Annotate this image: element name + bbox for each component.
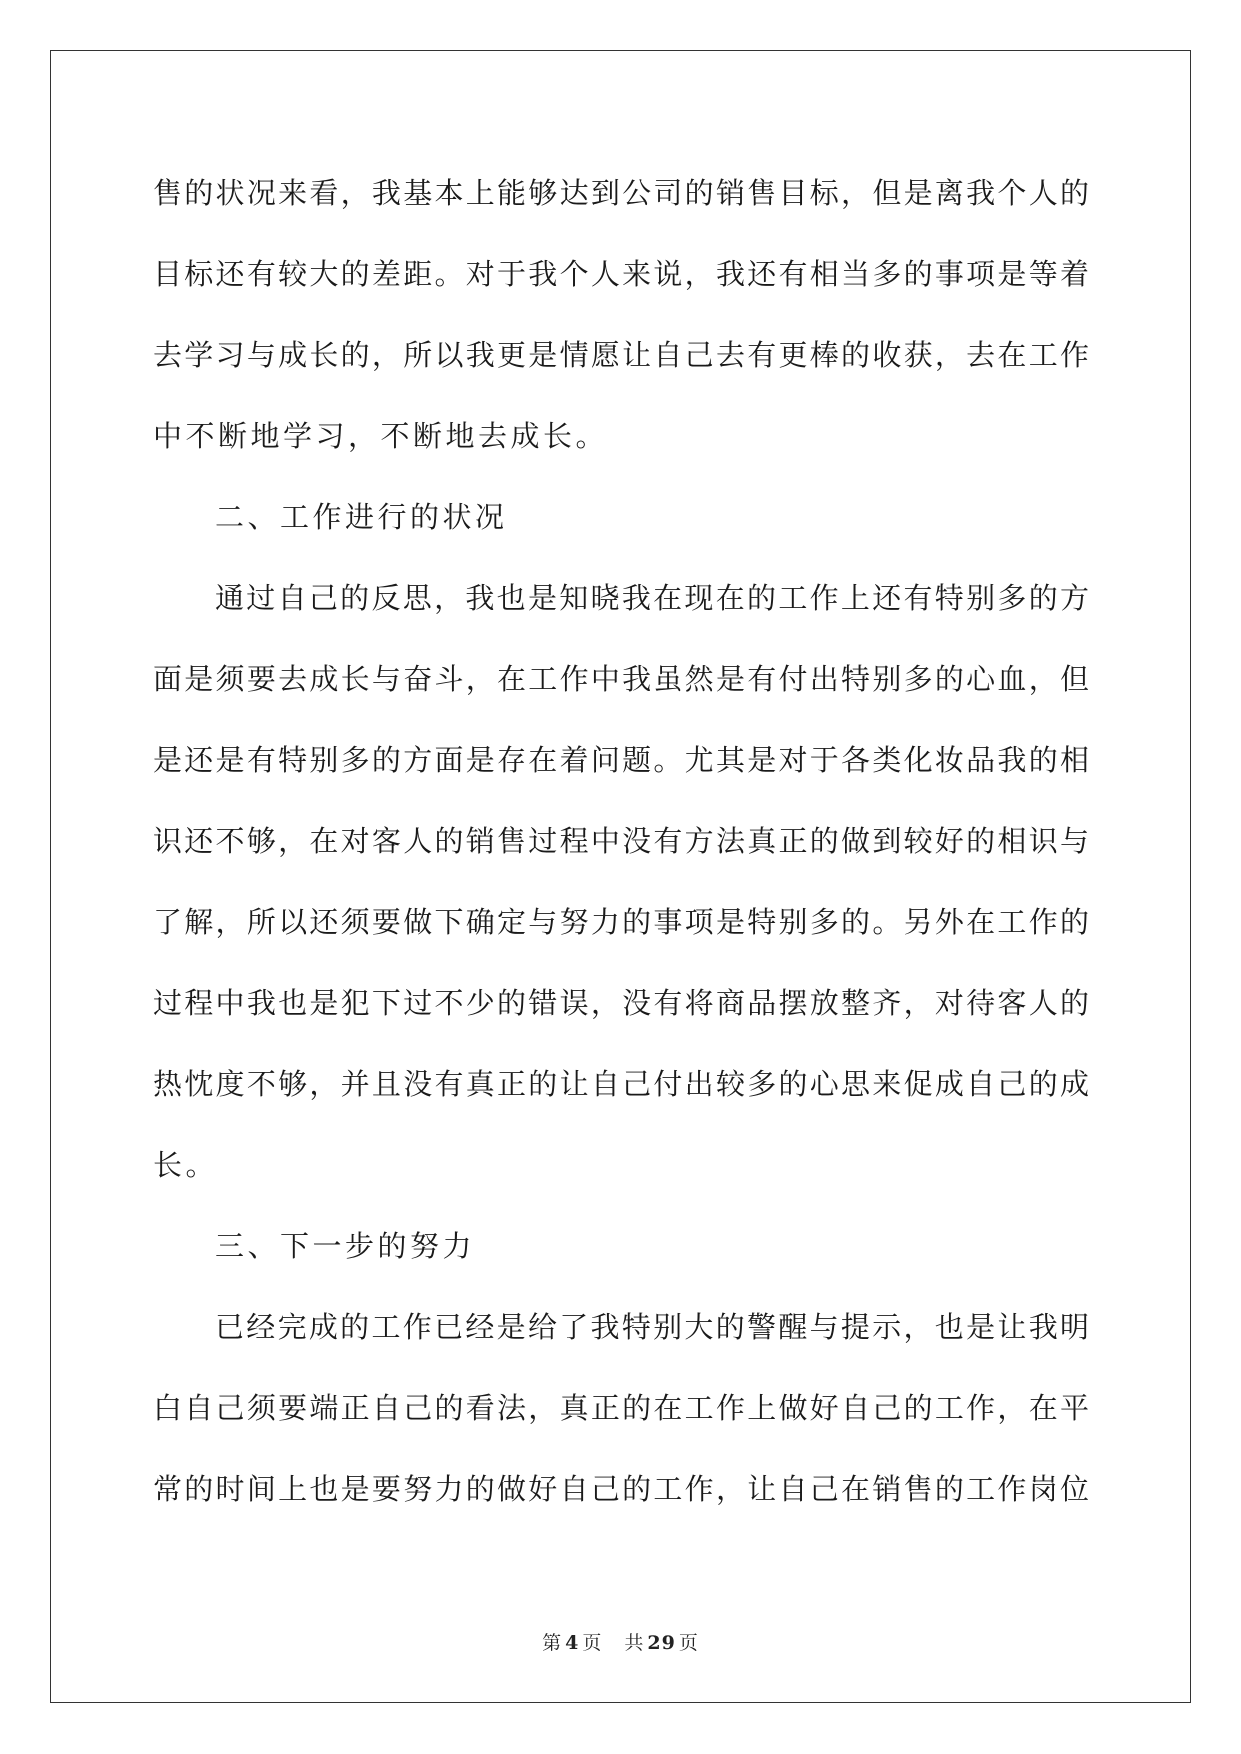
text-line: 了解，所以还须要做下确定与努力的事项是特别多的。另外在工作的 bbox=[153, 905, 1089, 939]
text-line: 热忱度不够，并且没有真正的让自己付出较多的心思来促成自己的成 bbox=[153, 1067, 1089, 1101]
text-line: 过程中我也是犯下过不少的错误，没有将商品摆放整齐，对待客人的 bbox=[153, 986, 1089, 1020]
text-line: 长。 bbox=[153, 1148, 219, 1182]
section-heading: 三、下一步的努力 bbox=[215, 1229, 476, 1263]
document-body bbox=[153, 160, 1089, 1537]
text-line: 是还是有特别多的方面是存在着问题。尤其是对于各类化妆品我的相 bbox=[153, 743, 1089, 777]
text-line: 已经完成的工作已经是给了我特别大的警醒与提示，也是让我明 bbox=[215, 1310, 1089, 1344]
page-number: 4 bbox=[565, 1632, 580, 1654]
total-suffix: 页 bbox=[678, 1632, 699, 1654]
page-footer bbox=[0, 1628, 1241, 1655]
text-line: 白自己须要端正自己的看法，真正的在工作上做好自己的工作，在平 bbox=[153, 1391, 1089, 1425]
text-line: 常的时间上也是要努力的做好自己的工作，让自己在销售的工作岗位 bbox=[153, 1472, 1089, 1506]
text-line: 目标还有较大的差距。对于我个人来说，我还有相当多的事项是等着 bbox=[153, 257, 1089, 291]
text-line: 售的状况来看，我基本上能够达到公司的销售目标，但是离我个人的 bbox=[153, 176, 1089, 210]
text-line: 去学习与成长的，所以我更是情愿让自己去有更棒的收获，去在工作 bbox=[153, 338, 1089, 372]
text-line: 面是须要去成长与奋斗，在工作中我虽然是有付出特别多的心血，但 bbox=[153, 662, 1089, 696]
text-line: 中不断地学习，不断地去成长。 bbox=[153, 419, 609, 453]
text-line: 识还不够，在对客人的销售过程中没有方法真正的做到较好的相识与 bbox=[153, 824, 1089, 858]
text-line: 通过自己的反思，我也是知晓我在现在的工作上还有特别多的方 bbox=[215, 581, 1089, 615]
total-pages: 29 bbox=[647, 1632, 676, 1654]
section-heading: 二、工作进行的状况 bbox=[215, 500, 508, 534]
total-prefix: 共 bbox=[624, 1632, 645, 1654]
page-suffix: 页 bbox=[582, 1632, 603, 1654]
page-prefix: 第 bbox=[542, 1632, 563, 1654]
